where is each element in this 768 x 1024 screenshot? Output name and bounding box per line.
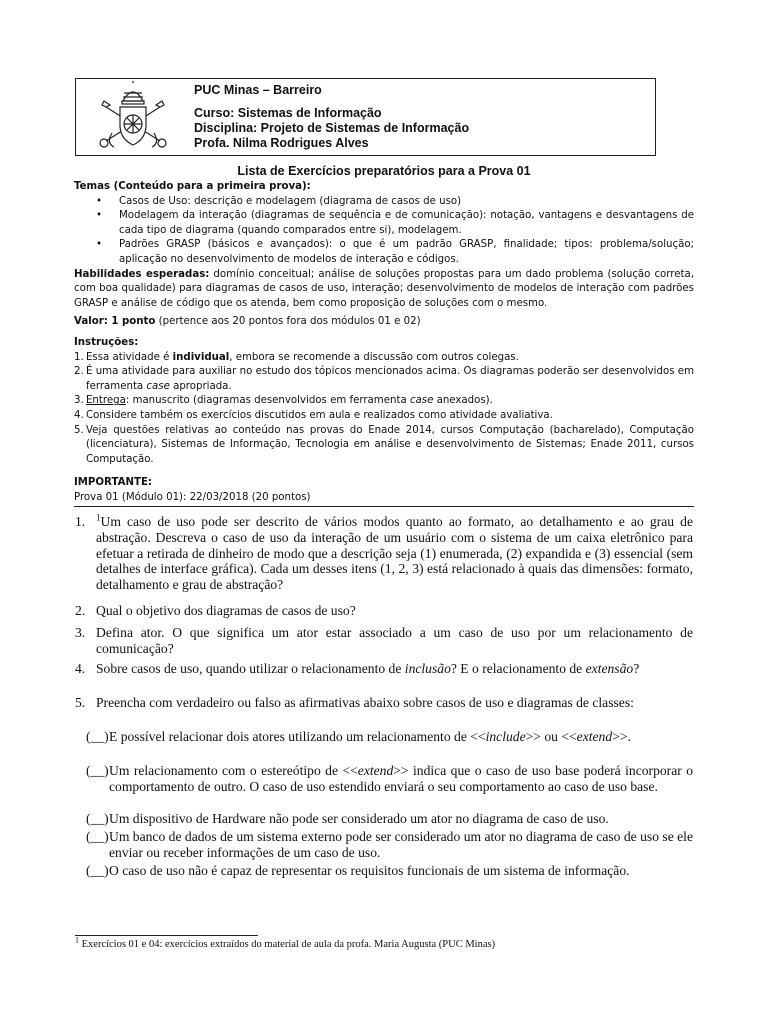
question-2	[75, 603, 693, 619]
statement-text: Um banco de dados de um sistema externo pode ser considerado um ator no diagrama de caso de uso se ele enviar ou receber informações de um caso de uso.	[109, 829, 693, 860]
question-number: 3.	[75, 625, 86, 640]
instructions-list	[74, 351, 694, 468]
footnote-text: Exercícios 01 e 04: exercícios extraídos do material de aula da profa. Maria Augusta (PUC Minas)	[79, 939, 496, 950]
question-3	[75, 625, 693, 657]
item-number: 2.	[74, 366, 84, 378]
footnote	[75, 935, 496, 952]
list-item	[74, 409, 694, 424]
list-item	[74, 424, 694, 468]
item-emphasis: case	[409, 395, 434, 407]
question-body: Um caso de uso pode ser descrito de vários modos quanto ao formato, ao detalhamento e ao grau de abstração. Descreva o caso de uso da interação de um usuário com o sistema de um caixa eletrônico para efetuar a retirada de dinheiro de modo que a descrição seja (1) enumerada, (2) expandida e (3) essencial (sem detalhes de interface gráfica). Cada um desses itens (1, 2, 3) está relacionado à quais das dimensões: formato, detalhamento e grau de abstração?	[96, 514, 693, 593]
item-text: , embora se recomende a discussão com outros colegas.	[229, 351, 519, 363]
answer-box[interactable]: (__)	[86, 863, 109, 878]
important-section	[74, 476, 694, 507]
item-number: 1.	[74, 351, 84, 363]
statement-text: Um dispositivo de Hardware não pode ser considerado um ator no diagrama de caso de uso.	[109, 811, 609, 826]
value-label: Valor: 1 ponto	[74, 316, 156, 328]
item-text: Considere também os exercícios discutidos em aula e realizados como atividade avaliativa.	[86, 409, 553, 421]
skills-label: Habilidades esperadas:	[74, 268, 210, 280]
statement-body: E possível relacionar dois atores utilizando um relacionamento de <<	[109, 729, 486, 744]
statement-body: >> ou <<	[525, 729, 577, 744]
themes-list	[74, 195, 694, 268]
item-text: Veja questões relativas ao conteúdo nas provas do Enade 2014, cursos Computação (bacharelado), Computação (licenciatura), Sistemas de Informação, Tecnologia em análise e desenvolvimento de Sistemas; Enade 2011, cursos Computação.	[86, 424, 694, 465]
discipline-name: Disciplina: Projeto de Sistemas de Informação	[194, 121, 470, 135]
question-1	[75, 514, 693, 593]
question-text: Preencha com verdadeiro ou falso as afirmativas abaixo sobre casos de uso e diagramas de classes:	[96, 695, 634, 710]
statement-1	[86, 729, 693, 745]
answer-box[interactable]: (__)	[86, 763, 109, 778]
footnote-ref: 1	[96, 512, 101, 523]
header-text	[194, 83, 469, 151]
item-text: anexados).	[433, 395, 493, 407]
question-number: 1.	[75, 514, 86, 529]
statement-2	[86, 763, 693, 795]
item-emphasis: Entrega	[86, 395, 126, 407]
value-text: (pertence aos 20 pontos fora dos módulos 01 e 02)	[155, 316, 421, 328]
course-name: Curso: Sistemas de Informação	[194, 106, 382, 120]
themes-section	[74, 180, 694, 330]
statement-text	[109, 729, 693, 745]
question-4	[75, 661, 693, 677]
value-line	[74, 315, 694, 330]
question-5	[75, 695, 693, 711]
institution-name: PUC Minas – Barreiro	[194, 83, 322, 97]
statement-emphasis: include	[485, 729, 526, 744]
question-number: 2.	[75, 603, 86, 618]
statement-5	[86, 863, 693, 879]
instructions-label: Instruções:	[74, 337, 139, 348]
question-emphasis: extensão	[585, 661, 634, 676]
item-number: 3.	[74, 395, 84, 407]
skills-text: domínio conceitual; análise de soluções propostas para um dado problema (solução correta, com boa qualidade) para diagramas de casos de uso, interação; desenvolvimento de modelos de interação com padrões GRASP e análise de código que os atenda, bem como proposição de soluções com o mesmo.	[74, 268, 694, 309]
footnote-rule	[75, 935, 258, 936]
question-text	[96, 661, 693, 677]
list-item	[74, 365, 694, 394]
list-item: • Modelagem da interação (diagramas de sequência e de comunicação): notação, vantagens e desvantagens de cada tipo de diagrama (quando comparados entre si), modelagem.	[74, 209, 694, 238]
question-text: Defina ator. O que significa um ator estar associado a um caso de uso por um relacionamento de comunicação?	[96, 625, 693, 656]
statement-4	[86, 829, 693, 861]
statement-body: >>.	[612, 729, 631, 744]
answer-box[interactable]: (__)	[86, 829, 109, 844]
statement-text: O caso de uso não é capaz de representar os requisitos funcionais de um sistema de informação.	[109, 863, 630, 878]
question-body: Sobre casos de uso, quando utilizar o relacionamento de	[96, 661, 405, 676]
important-label: IMPORTANTE:	[74, 477, 152, 488]
question-text	[96, 514, 693, 593]
exam-date: Prova 01 (Módulo 01): 22/03/2018 (20 pontos)	[74, 491, 311, 503]
answer-box[interactable]: (__)	[86, 811, 109, 826]
list-item: • Casos de Uso: descrição e modelagem (diagrama de casos de uso)	[74, 195, 694, 210]
item-text: Essa atividade é	[86, 351, 173, 363]
item-text: : manuscrito (diagramas desenvolvidos em ferramenta	[125, 395, 410, 407]
item-text: É uma atividade para auxiliar no estudo dos tópicos mencionados acima. Os diagramas poderão ser desenvolvidos em ferramenta	[86, 366, 694, 392]
item-number: 4.	[74, 409, 84, 421]
statement-body: Um relacionamento com o estereótipo de <<	[109, 763, 358, 778]
question-body: ? E o relacionamento de	[450, 661, 586, 676]
themes-label: Temas (Conteúdo para a primeira prova):	[74, 181, 311, 192]
instructions-section	[74, 336, 694, 467]
list-item	[74, 351, 694, 366]
question-number: 5.	[75, 695, 86, 710]
header-box	[75, 78, 656, 156]
statement-text	[109, 763, 693, 795]
statement-body: >> indica que o caso de uso base poderá incorporar o comportamento de outro. O caso de uso estendido enviará o seu comportamento ao caso de uso base.	[109, 763, 693, 794]
divider	[74, 506, 694, 507]
item-emphasis: individual	[172, 351, 230, 363]
item-emphasis: case	[146, 380, 170, 392]
puc-crest-icon	[92, 81, 174, 153]
question-emphasis: inclusão	[404, 661, 451, 676]
item-number: 5.	[74, 424, 84, 436]
statement-emphasis: extend	[357, 763, 394, 778]
professor-name: Profa. Nilma Rodrigues Alves	[194, 136, 369, 150]
statement-3	[86, 811, 693, 827]
statement-emphasis: extend	[576, 729, 613, 744]
answer-box[interactable]: (__)	[86, 729, 109, 744]
item-text: apropriada.	[169, 380, 232, 392]
question-body: ?	[633, 661, 640, 676]
footnote-number: 1	[75, 935, 79, 945]
skills-paragraph	[74, 268, 694, 312]
question-number: 4.	[75, 661, 86, 676]
document-title: Lista de Exercícios preparatórios para a Prova 01	[237, 164, 531, 178]
question-text: Qual o objetivo dos diagramas de casos de uso?	[96, 603, 356, 618]
list-item: • Padrões GRASP (básicos e avançados): o que é um padrão GRASP, finalidade; tipos: problema/solução; aplicação no desenvolvimento de modelos de interação e códigos.	[74, 238, 694, 267]
list-item	[74, 394, 694, 409]
